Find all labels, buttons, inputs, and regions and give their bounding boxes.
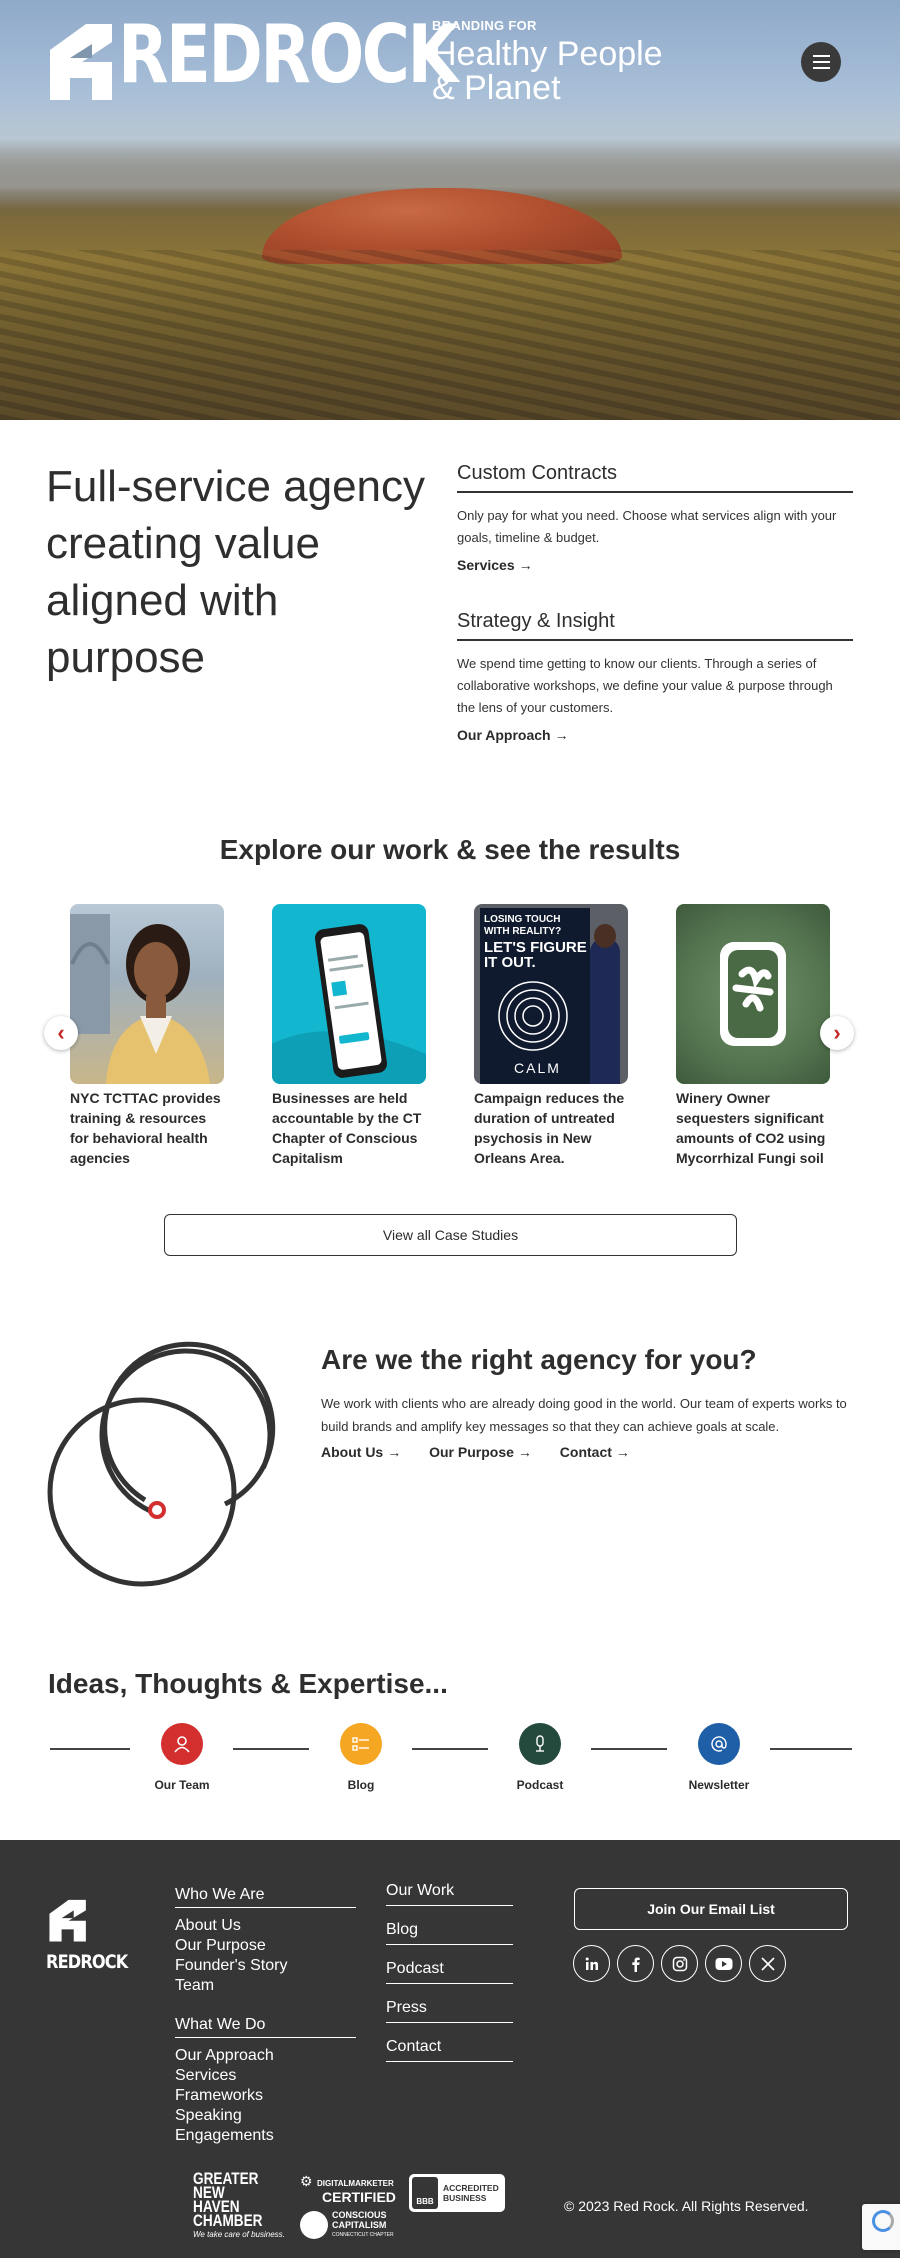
carousel-prev-button[interactable] xyxy=(44,1016,78,1050)
overlapping-circles-graphic xyxy=(46,1340,316,1590)
at-icon xyxy=(698,1723,740,1765)
services-link[interactable]: Services → xyxy=(457,557,533,573)
footer-link-press[interactable]: Press xyxy=(386,1999,513,2023)
intro-title: Full-service agency creating value aligned with purpose xyxy=(46,462,426,682)
arrow-right-icon: → xyxy=(615,1444,630,1460)
facebook-icon[interactable] xyxy=(617,1945,654,1982)
brand-wordmark[interactable]: REDROCK xyxy=(118,8,456,101)
service-custom-contracts xyxy=(457,462,853,575)
portrait-illustration xyxy=(70,904,224,1084)
arrow-right-icon: → xyxy=(517,1444,532,1460)
carousel-next-button[interactable] xyxy=(820,1016,854,1050)
tagline xyxy=(432,18,663,105)
idea-label: Newsletter xyxy=(688,1778,750,1792)
idea-blog[interactable] xyxy=(311,1723,411,1792)
service-strategy-insight xyxy=(457,610,853,745)
who-we-are-list xyxy=(175,1916,287,1996)
linkedin-icon[interactable] xyxy=(573,1945,610,1982)
case-study-card[interactable] xyxy=(272,904,426,1168)
what-we-do-heading[interactable]: What We Do xyxy=(175,2016,356,2038)
winery-logo-graphic xyxy=(676,904,830,1084)
agency-text: We work with clients who are already doing good in the world. Our team of experts works to build brands and amplify key messages so that they can achieve goals at scale. xyxy=(321,1396,847,1434)
hero-ground xyxy=(0,250,900,420)
service-text: We spend time getting to know our clients. Through a series of collaborative workshops, we define your value & purpose through the lens of your customers. xyxy=(457,656,833,715)
divider-line xyxy=(412,1748,488,1750)
digitalmarketer-certified-badge: ⚙ DIGITALMARKETER CERTIFIED xyxy=(300,2173,396,2205)
divider-line xyxy=(233,1748,309,1750)
hero-banner xyxy=(0,0,900,420)
poster-text: LET'S FIGURE IT OUT. xyxy=(484,939,587,971)
arrow-right-icon: → xyxy=(518,557,533,573)
poster-brand: CALM xyxy=(514,1060,561,1076)
case-study-caption: Campaign reduces the duration of untreated psychosis in New Orleans Area. xyxy=(474,1090,625,1166)
case-study-image xyxy=(70,904,224,1084)
footer-link-services[interactable]: Services xyxy=(175,2067,237,2084)
idea-label: Podcast xyxy=(516,1778,564,1792)
case-study-card[interactable] xyxy=(676,904,830,1168)
idea-label: Our Team xyxy=(154,1778,210,1792)
bbb-accredited-badge: BBB ACCREDITED BUSINESS xyxy=(409,2174,505,2212)
our-purpose-link[interactable]: Our Purpose → xyxy=(429,1444,532,1460)
arrow-right-icon: → xyxy=(387,1444,402,1460)
chevron-left-icon: ‹ xyxy=(57,1020,65,1045)
work-section-title: Explore our work & see the results xyxy=(219,834,681,865)
case-study-caption: Businesses are held accountable by the CT Chapter of Conscious Capitalism xyxy=(272,1090,422,1166)
gear-icon: ⚙ xyxy=(300,2173,313,2189)
case-study-image xyxy=(474,904,628,1084)
agency-links xyxy=(321,1444,654,1460)
youtube-icon[interactable] xyxy=(705,1945,742,1982)
menu-icon xyxy=(813,55,830,57)
who-we-are-heading[interactable]: Who We Are xyxy=(175,1886,356,1908)
footer-wordmark[interactable]: REDROCK xyxy=(46,1951,128,1973)
phone-mockup-illustration xyxy=(272,904,426,1084)
person-icon xyxy=(161,1723,203,1765)
case-study-image xyxy=(272,904,426,1084)
footer-link-frameworks[interactable]: Frameworks xyxy=(175,2087,264,2104)
about-us-link[interactable]: About Us → xyxy=(321,1444,402,1460)
footer-link-our-approach[interactable]: Our Approach xyxy=(175,2047,274,2064)
join-email-list-button[interactable]: Join Our Email List xyxy=(574,1888,848,1930)
service-heading: Strategy & Insight xyxy=(457,610,853,641)
microphone-icon xyxy=(519,1723,561,1765)
footer-link-engagements[interactable]: Engagements xyxy=(175,2127,274,2144)
divider-line xyxy=(770,1748,852,1750)
copyright-text: © 2023 Red Rock. All Rights Reserved. xyxy=(564,2198,809,2214)
ideas-title: Ideas, Thoughts & Expertise... xyxy=(48,1668,448,1699)
site-footer xyxy=(0,1840,900,2258)
chevron-right-icon: › xyxy=(833,1020,841,1045)
conscious-capitalism-badge: CONSCIOUS CAPITALISM CONNECTICUT CHAPTER xyxy=(300,2210,394,2240)
tagline-small: BRANDING FOR xyxy=(432,18,537,33)
case-study-card[interactable] xyxy=(474,904,628,1168)
tagline-line1: Healthy People xyxy=(432,35,663,73)
conscious-capitalism-logo-icon xyxy=(300,2211,328,2239)
idea-podcast[interactable] xyxy=(490,1723,590,1792)
divider-line xyxy=(50,1748,130,1750)
redrock-logo-mark[interactable] xyxy=(46,20,116,100)
footer-link-speaking[interactable]: Speaking xyxy=(175,2107,242,2124)
agency-title: Are we the right agency for you? xyxy=(321,1344,757,1375)
contact-link[interactable]: Contact → xyxy=(559,1444,630,1460)
bbb-logo-icon: BBB xyxy=(412,2177,438,2209)
case-study-image xyxy=(676,904,830,1084)
footer-link-about-us[interactable]: About Us xyxy=(175,1917,241,1934)
tagline-line2: & Planet xyxy=(432,69,561,107)
case-study-caption: NYC TCTTAC provides training & resources for behavioral health agencies xyxy=(70,1090,221,1166)
our-approach-link[interactable]: Our Approach → xyxy=(457,727,569,743)
list-icon xyxy=(340,1723,382,1765)
recaptcha-icon xyxy=(872,2210,894,2232)
divider-line xyxy=(591,1748,667,1750)
footer-logo-mark[interactable] xyxy=(46,1896,98,1942)
view-all-case-studies-button[interactable]: View all Case Studies xyxy=(164,1214,737,1256)
footer-link-blog[interactable]: Blog xyxy=(386,1921,513,1945)
what-we-do-list xyxy=(175,2046,274,2146)
footer-link-our-work[interactable]: Our Work xyxy=(386,1882,513,1906)
recaptcha-badge[interactable] xyxy=(862,2204,900,2250)
instagram-icon[interactable] xyxy=(661,1945,698,1982)
swirl-graphic xyxy=(488,976,578,1056)
footer-link-podcast[interactable]: Podcast xyxy=(386,1960,513,1984)
x-twitter-icon[interactable] xyxy=(749,1945,786,1982)
idea-newsletter[interactable] xyxy=(669,1723,769,1792)
footer-link-our-purpose[interactable]: Our Purpose xyxy=(175,1937,266,1954)
case-study-card[interactable] xyxy=(70,904,224,1168)
service-heading: Custom Contracts xyxy=(457,462,853,493)
arrow-right-icon: → xyxy=(554,727,569,743)
greater-new-haven-chamber-badge: GREATER NEW HAVEN CHAMBER We take care of business. xyxy=(193,2169,285,2239)
case-study-caption: Winery Owner sequesters significant amounts of CO2 using Mycorrhizal Fungi soil xyxy=(676,1090,826,1166)
service-text: Only pay for what you need. Choose what services align with your goals, timeline & budget. xyxy=(457,508,837,545)
idea-our-team[interactable] xyxy=(132,1723,232,1792)
hamburger-menu-button[interactable] xyxy=(801,42,841,82)
footer-link-contact[interactable]: Contact xyxy=(386,2038,513,2062)
footer-link-founders-story[interactable]: Founder's Story xyxy=(175,1957,288,1974)
footer-link-team[interactable]: Team xyxy=(175,1977,215,1994)
poster-text: LOSING TOUCH WITH REALITY? xyxy=(484,914,562,937)
idea-label: Blog xyxy=(347,1778,375,1792)
